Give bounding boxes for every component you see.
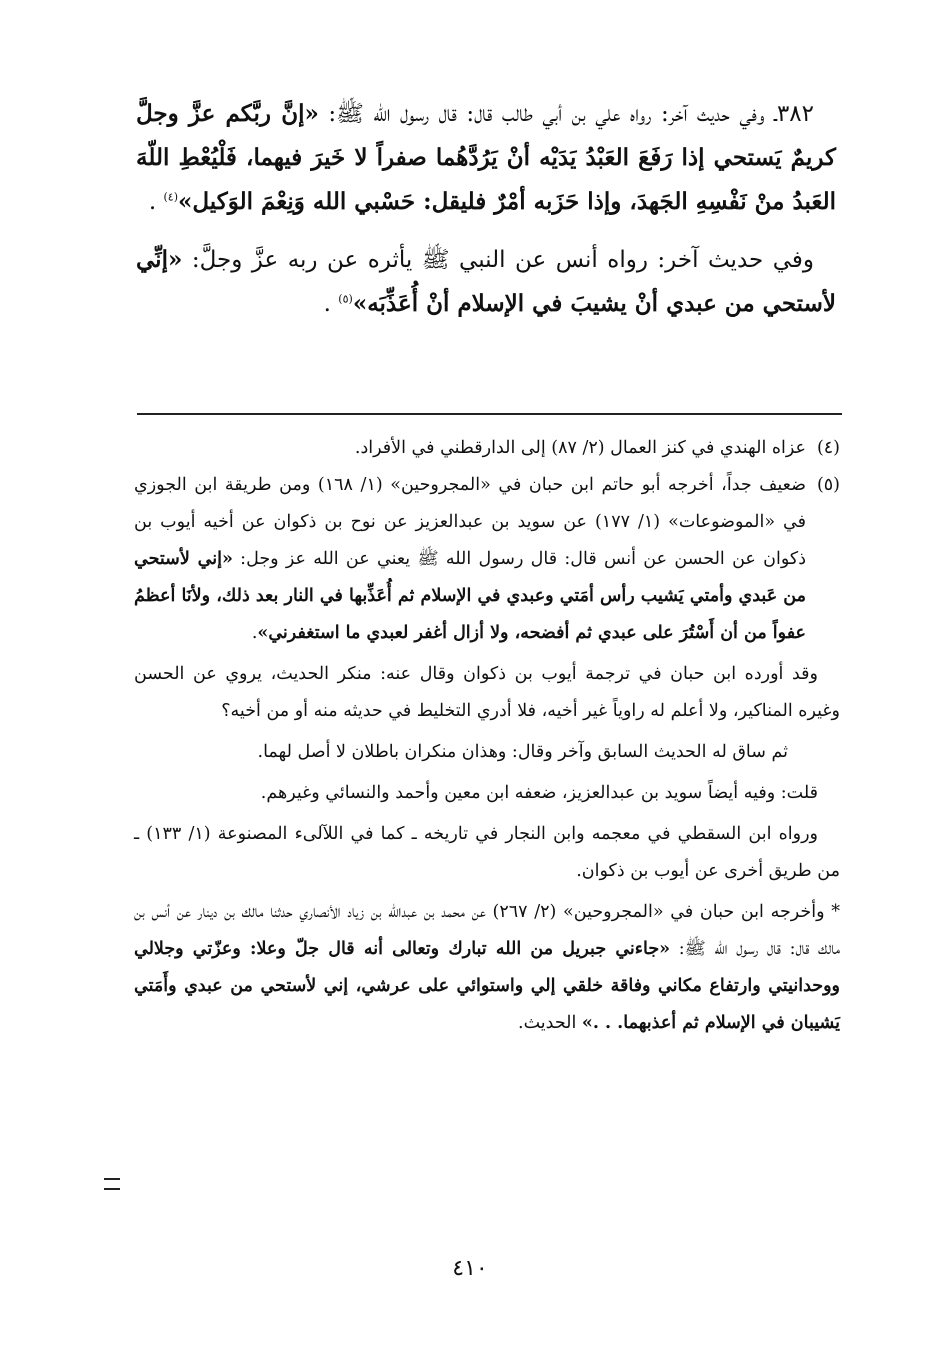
footnote-5-ibn-hibban: وقد أورده ابن حبان في ترجمة أيوب بن ذكوان وقال عنه: منكر الحديث، يروي عن الحسن وغيره المناكير، ولا أعلم له راوياً غير أخيه، فلا أدري التخليط في حديثه منه أو من أخيه؟ [134, 664, 840, 721]
footnote-ref-5[interactable]: (٥) [338, 292, 353, 306]
footnote-5-star-a: * وأخرجه ابن حبان في «المجروحين» (٢/ ٢٦٧) عن محمد بن عبدالله بن زياد الأنصاري حدثنا مالك بن دينار عن أنس بن مالك قال: قال رسول الله ﷺ: [134, 902, 840, 959]
footnote-5-text-a: ضعيف جداً، أخرجه أبو حاتم ابن حبان في «المجروحين» (١/ ١٦٨) ومن طريقة ابن الجوزي في «الموضوعات» (١/ ١٧٧) عن سويد بن عبدالعزيز عن نوح بن ذكوان عن أخيه أيوب بن ذكوان عن الحسن عن أنس قال: قال رسول الله ﷺ يعني عن الله عز وجل: [134, 475, 807, 569]
hadith-anas-end: . [323, 291, 339, 317]
footnote-5-then: ثم ساق له الحديث السابق وآخر وقال: وهذان منكران باطلان لا أصل لهما. [257, 742, 788, 762]
footnote-5-saqti: ورواه ابن السقطي في معجمه وابن النجار في تاريخه ـ كما في اللآلىء المصنوعة (١/ ١٣٣) ـ من طريق أخرى عن أيوب بن ذكوان. [134, 824, 840, 881]
footnote-4-number: (٤) [816, 438, 840, 458]
hadith-382-end: . [148, 189, 164, 215]
footnote-5-hadith: «إني لأستحي من عَبدي وأمتي يَشيب رأس أمَتي وعبدي في الإسلام ثم أُعَذِّبها في النار بعد ذلك، ولأنَا أعظمُ عفواً من أن أَسْتُرَ على عبدي ثم أفضحه، ولا أزال أغفر لعبدي ما استغفرني» [134, 549, 806, 643]
footnote-4-text: عزاه الهندي في كنز العمال (٢/ ٨٧) إلى الدارقطني في الأفراد. [354, 438, 806, 458]
hadith-anas-matn: «إنِّي لأستحي من عبدي أنْ يشيبَ في الإسلام أنْ أُعَذِّبَه» [136, 246, 836, 317]
footnote-5 [134, 467, 840, 652]
page-number: ٤١٠ [452, 1256, 488, 1281]
hadith-anas-intro: وفي حديث آخر: رواه أنس عن النبي ﷺ يأثره عن ربه عزَّ وجلَّ: [182, 247, 814, 273]
hadith-382-intro: ٣٨٢ـ وفي حديث آخر: رواه علي بن أبي طالب قال: قال رسول الله ﷺ: [318, 101, 814, 127]
footnote-5-number: (٥) [816, 475, 840, 495]
main-text-block [136, 92, 836, 340]
footnote-5-star-hadith: «جاءني جبريل من الله تبارك وتعالى أنه قال جلّ وعلا: وعزّتي وجلالي ووحدانيتي وارتفاع مكاني وفاقة خلقي إلي واستوائي على عرشي، إني لأستحي من عبدي وأَمَتي يَشيبان في الإسلام ثم أعذبهما. . .» [134, 939, 840, 1033]
hadith-anas-paragraph [136, 238, 836, 326]
hadith-382-paragraph [136, 92, 836, 224]
footnote-5-qultu: قلت: وفيه أيضاً سويد بن عبدالعزيز، ضعفه ابن معين وأحمد والنسائي وغيرهم. [260, 783, 818, 803]
footnote-5-star [134, 894, 840, 1042]
footnote-continues-mark [104, 1178, 120, 1190]
footnote-4 [134, 430, 840, 467]
footnote-5-star-c: الحديث. [518, 1013, 582, 1033]
footnotes-block [134, 430, 840, 1042]
footnote-separator [137, 413, 842, 415]
hadith-382-matn: «إنَّ ربَّكم عزَّ وجلَّ كريمٌ يَستحي إذا رَفَعَ العَبْدُ يَدَيْه أنْ يَرُدَّهُما صفراً لا خَيرَ فيهما، فَلْيُعْطِ اللّهَ العَبدُ منْ نَفْسِهِ الجَهدَ، وإذا حَزَبه أمْرٌ فليقل: حَسْبي الله وَنِعْمَ الوَكيل» [136, 100, 836, 215]
footnote-5-text-c: . [251, 623, 258, 643]
footnote-ref-4[interactable]: (٤) [163, 190, 179, 204]
